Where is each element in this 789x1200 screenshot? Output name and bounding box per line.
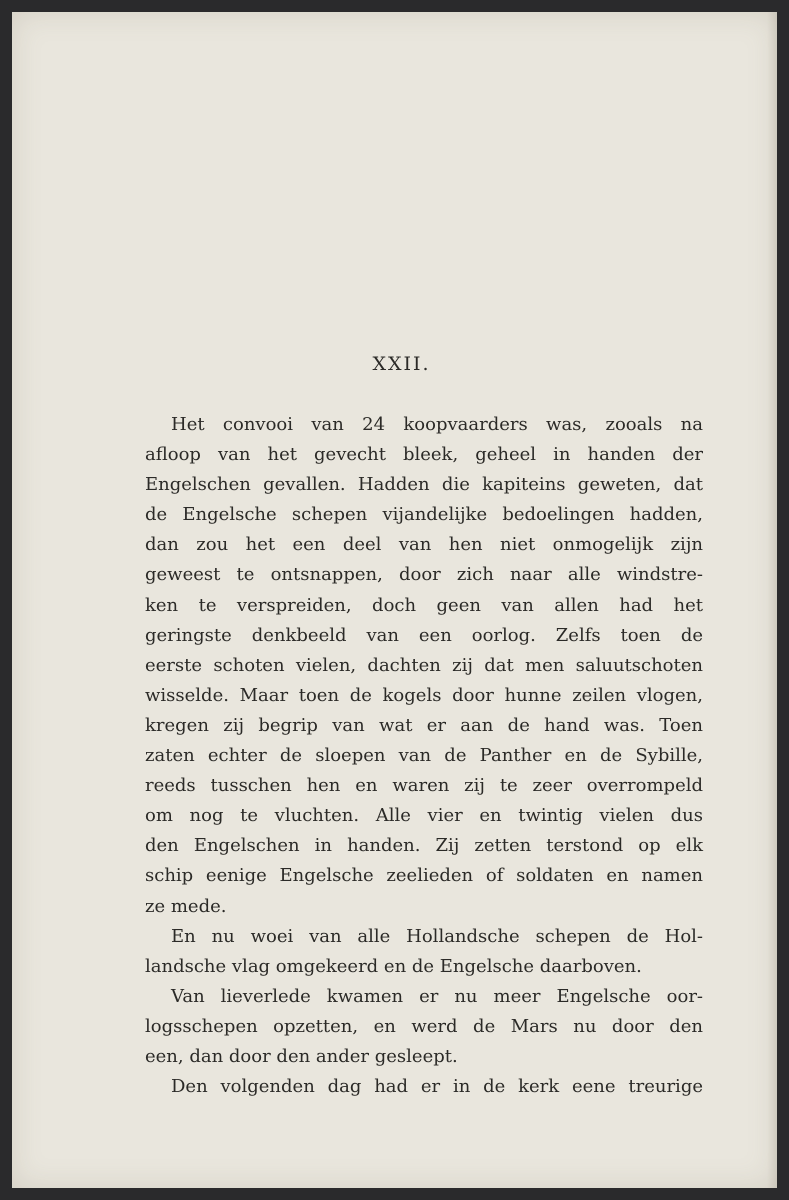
text-line: om nog te vluchten. Alle vier en twintig vielen dus	[145, 805, 703, 827]
text-line: zaten echter de sloepen van de Panther en de Sybille,	[145, 745, 703, 767]
text-line: En nu woei van alle Hollandsche schepen de Hol-	[171, 925, 703, 947]
text-line: Het convooi van 24 koopvaarders was, zooals na	[171, 414, 703, 435]
text-line: ze mede.	[145, 895, 227, 917]
text-line: geweest te ontsnappen, door zich naar alle windstre-	[145, 564, 703, 586]
chapter-heading: XXII.	[372, 353, 431, 375]
text-line: reeds tusschen hen en waren zij te zeer overrompeld	[145, 775, 703, 797]
body-text	[145, 410, 703, 1102]
text-line: schip eenige Engelsche zeelieden of soldaten en namen	[145, 865, 703, 887]
text-line: de Engelsche schepen vijandelijke bedoelingen hadden,	[145, 504, 703, 526]
text-line: Engelschen gevallen. Hadden die kapiteins geweten, dat	[145, 474, 703, 496]
text-line: kregen zij begrip van wat er aan de hand was. Toen	[145, 714, 703, 736]
text-line: eerste schoten vielen, dachten zij dat men saluutschoten	[145, 654, 703, 676]
text-line: wisselde. Maar toen de kogels door hunne zeilen vlogen,	[145, 684, 703, 706]
text-line: afloop van het gevecht bleek, geheel in handen der	[145, 444, 703, 466]
book-page	[12, 12, 777, 1188]
text-line: logsschepen opzetten, en werd de Mars nu door den	[145, 1015, 703, 1037]
text-line: geringste denkbeeld van een oorlog. Zelfs toen de	[145, 624, 703, 646]
text-line: ken te verspreiden, doch geen van allen had het	[145, 594, 703, 616]
page-edge-shadow	[767, 12, 777, 1188]
text-line: een, dan door den ander gesleept.	[145, 1045, 458, 1067]
text-line: den Engelschen in handen. Zij zetten terstond op elk	[145, 835, 703, 857]
text-line: dan zou het een deel van hen niet onmogelijk zijn	[145, 534, 703, 556]
text-line: Den volgenden dag had er in de kerk eene treurige	[171, 1076, 703, 1098]
text-line: landsche vlag omgekeerd en de Engelsche daarboven.	[145, 955, 642, 977]
text-line: Van lieverlede kwamen er nu meer Engelsche oor-	[171, 985, 703, 1007]
